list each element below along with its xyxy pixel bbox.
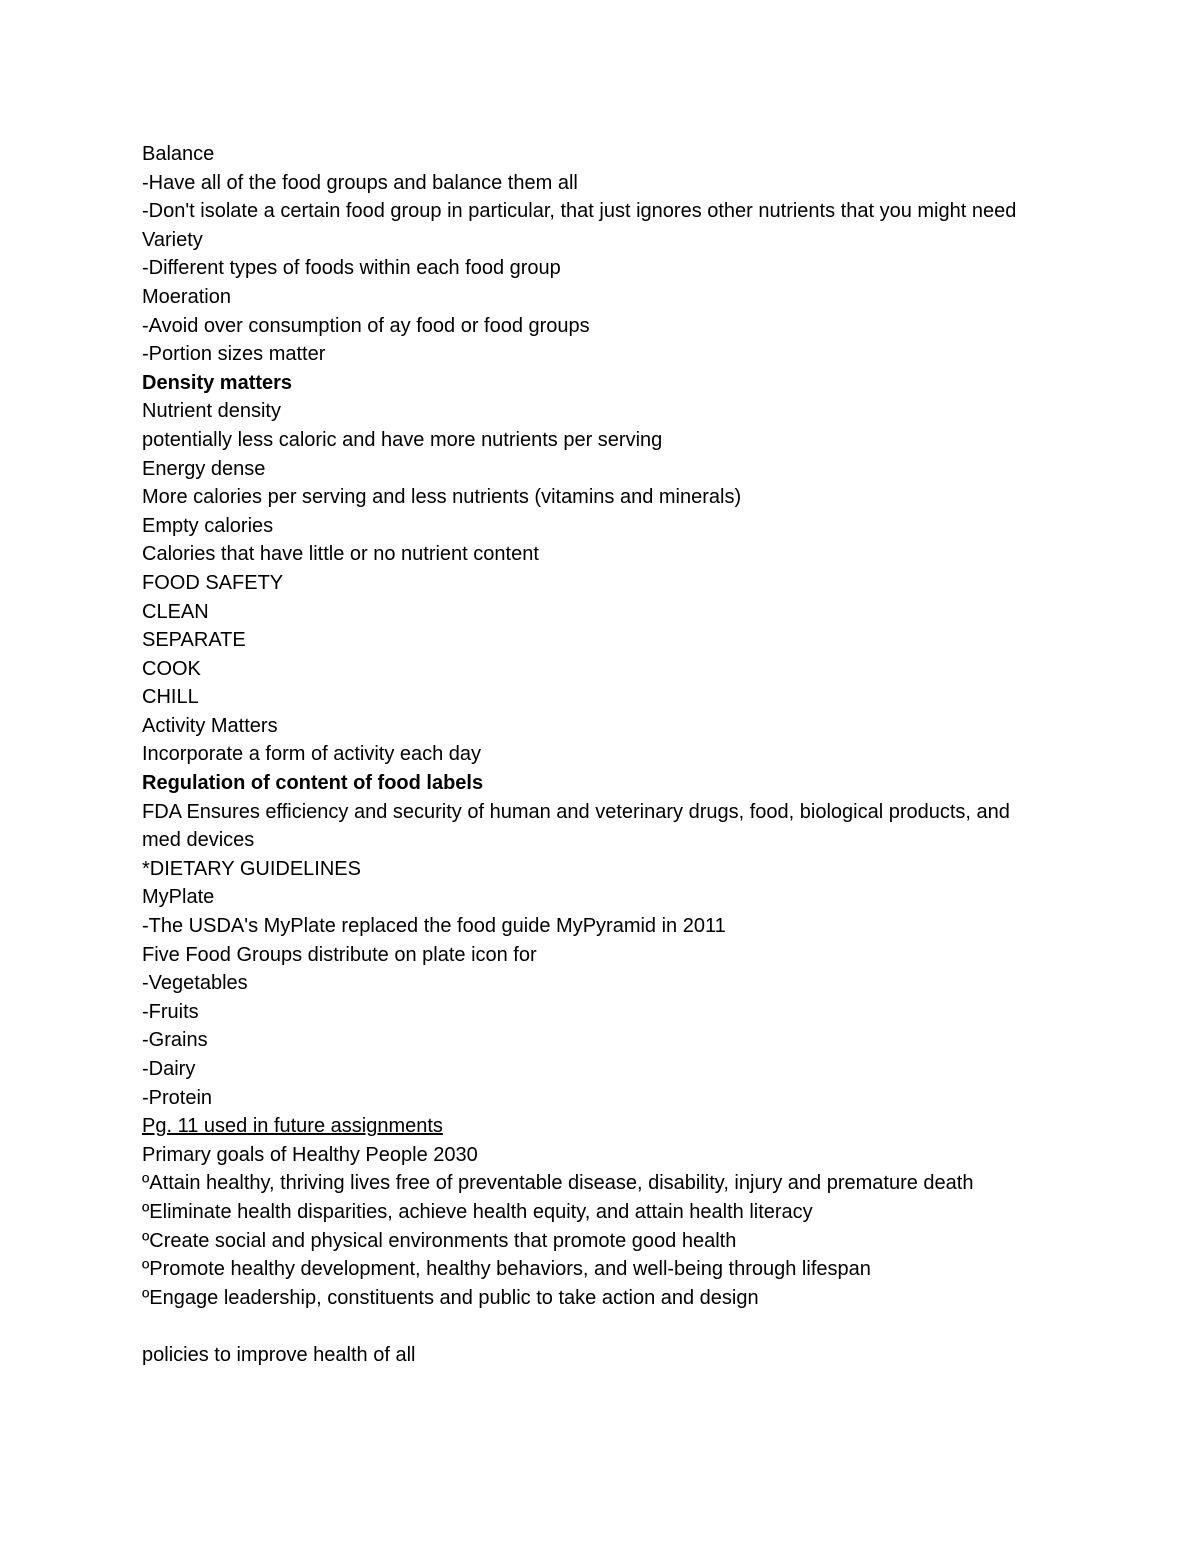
text-line: Moeration bbox=[142, 285, 231, 308]
text-line: Energy dense bbox=[142, 457, 266, 480]
text-line: SEPARATE bbox=[142, 629, 246, 652]
blank-line bbox=[142, 1312, 1047, 1341]
underlined-note: Pg. 11 used in future assignments bbox=[142, 1115, 443, 1138]
text-line: -Have all of the food groups and balance them all bbox=[142, 171, 578, 194]
text-line: CHILL bbox=[142, 686, 199, 709]
text-line: Variety bbox=[142, 228, 203, 251]
text-line: Five Food Groups distribute on plate icon for bbox=[142, 943, 537, 966]
text-line: ºAttain healthy, thriving lives free of preventable disease, disability, injury and premature death bbox=[142, 1172, 974, 1195]
text-line: -Dairy bbox=[142, 1058, 196, 1080]
section-heading: Regulation of content of food labels bbox=[142, 772, 484, 795]
text-line: FOOD SAFETY bbox=[142, 571, 284, 594]
text-line: -Avoid over consumption of ay food or food groups bbox=[142, 314, 590, 337]
text-line: -Different types of foods within each food group bbox=[142, 257, 561, 280]
text-line: Empty calories bbox=[142, 514, 274, 537]
text-line: ºEliminate health disparities, achieve health equity, and attain health literacy bbox=[142, 1200, 813, 1223]
text-line: ºEngage leadership, constituents and public to take action and design bbox=[142, 1286, 759, 1309]
text-line: COOK bbox=[142, 657, 201, 680]
text-line: -Don't isolate a certain food group in particular, that just ignores other nutrients that you might need bbox=[142, 200, 1017, 223]
text-line: policies to improve health of all bbox=[142, 1343, 416, 1366]
document-body bbox=[142, 140, 1047, 1370]
text-line: -Portion sizes matter bbox=[142, 343, 326, 366]
text-line: potentially less caloric and have more nutrients per serving bbox=[142, 428, 663, 451]
text-line: Incorporate a form of activity each day bbox=[142, 743, 482, 766]
section-heading: Density matters bbox=[142, 371, 293, 394]
text-line: Calories that have little or no nutrient content bbox=[142, 543, 539, 566]
text-line: Balance bbox=[142, 143, 215, 165]
text-line: FDA Ensures efficiency and security of human and veterinary drugs, food, biological products, and med devices bbox=[142, 800, 1010, 852]
text-line: More calories per serving and less nutrients (vitamins and minerals) bbox=[142, 486, 742, 509]
text-line: MyPlate bbox=[142, 886, 215, 909]
text-line: ºCreate social and physical environments that promote good health bbox=[142, 1229, 737, 1252]
text-line: Primary goals of Healthy People 2030 bbox=[142, 1143, 478, 1166]
text-line: *DIETARY GUIDELINES bbox=[142, 857, 361, 880]
text-line: Activity Matters bbox=[142, 714, 278, 737]
text-line: ºPromote healthy development, healthy behaviors, and well-being through lifespan bbox=[142, 1258, 871, 1281]
text-line: Nutrient density bbox=[142, 400, 281, 423]
text-line: -The USDA's MyPlate replaced the food guide MyPyramid in 2011 bbox=[142, 915, 726, 938]
text-line: CLEAN bbox=[142, 600, 209, 623]
text-line: -Vegetables bbox=[142, 972, 248, 995]
text-line: -Grains bbox=[142, 1029, 208, 1052]
text-line: -Protein bbox=[142, 1086, 213, 1109]
text-line: -Fruits bbox=[142, 1000, 199, 1023]
